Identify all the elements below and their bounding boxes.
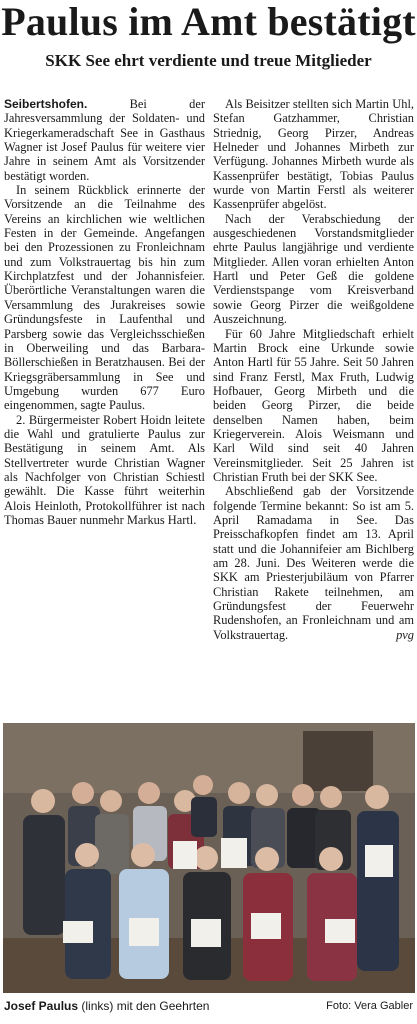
photo-credit: Foto: Vera Gabler bbox=[326, 1000, 413, 1012]
photo-caption bbox=[4, 997, 413, 1015]
article-paragraph-2: In seinem Rückblick erinnerte der Vorsitzende an die Teilnahme des Vereins an kirchlichen wie weltlichen Festen in der Gemeinde. Angefangen bei den Prozessionen zu Fronleichnam und zum Volkstrauertag bis hin zum Kirchplatzfest und der Johannisfeier. Überörtliche Veranstaltungen waren die Versammlung des Jurakreises sowie Gründungsfeste in Laufenthal und Parsberg sowie das Vergleichsschießen in Oberweiling und das Barbara-Böllerschießen in Beratzhausen. Bei der Kriegsgräbersammlung in See und Umgebung wurden 677 Euro eingenommen, sagte Paulus. bbox=[4, 183, 205, 413]
article-headline: Paulus im Amt bestätigt bbox=[1, 0, 416, 44]
paragraph-7-text: Abschließend gab der Vorsitzende folgende Termine bekannt: So ist am 5. April Ramadama in See. Das Preisschafkopfen findet am 13. April statt und die Johannifeier am Bichlberg am 28. Juni. Des Weiteren werde die SKK am Priesterjubiläum von Pfarrer Christian Rakete teilnehmen, am Gründungsfest der Feuerwehr Rudenshofen, an Fronleichnam und am Volkstrauertag. bbox=[213, 484, 414, 642]
text-column-right bbox=[213, 97, 414, 642]
author-signature: pvg bbox=[396, 627, 414, 642]
caption-name: Josef Paulus bbox=[4, 999, 79, 1013]
article-paragraph-6: Für 60 Jahre Mitgliedschaft erhielt Martin Brock eine Urkunde sowie Anton Hartl für 55 Jahre. Seit 50 Jahren sind Franz Ferstl, Max Fruth, Ludwig Hofbauer, Georg Mirbeth und die beiden Georg Pirzer, die beide denselben Namen haben, beim Kriegerverein. Alois Weismann und Karl Wild sind seit 40 Jahren Vereinsmitglieder. Seit 25 Jahren ist Christian Fruth bei der SKK See. bbox=[213, 326, 414, 484]
text-column-left bbox=[4, 97, 205, 527]
article-subheadline: SKK See ehrt verdiente und treue Mitglieder bbox=[45, 51, 372, 70]
article-paragraph-4: Als Beisitzer stellten sich Martin Uhl, Stefan Gatzhammer, Christian Striednig, Georg Pirzer, Andreas Helneder und Johannes Mirbeth zur Verfügung. Johannes Mirbeth wurde als Kassenprüfer bestätigt, Tobias Paulus wurde von Martin Ferstl als weiterer Kassenprüfer abgelöst. bbox=[213, 97, 414, 212]
article-paragraph-5: Nach der Verabschiedung der ausgeschiedenen Vorstandsmitglieder ehrte Paulus langjährige und verdiente Mitglieder. Allen voran erhielten Anton Hartl und Peter Geß die goldene Verdienstspange vom Kreisverband sowie Georg Pirzer die weißgoldene Auszeichnung. bbox=[213, 211, 414, 327]
article-paragraph-3: 2. Bürgermeister Robert Hoidn leitete die Wahl und gratulierte Paulus zur Bestätigung in seinem Amt. Als Stellvertreter wurde Christian Wagner als Nachfolger von Christian Schiestl gewählt. Die Kasse führt weiterhin Alois Heinloth, Protokollführer ist nach Thomas Bauer nunmehr Markus Hartl. bbox=[4, 412, 205, 527]
article-paragraph-1 bbox=[4, 97, 205, 183]
article-paragraph-7 bbox=[213, 484, 414, 642]
group-photo bbox=[3, 723, 415, 993]
paragraph-1-text: Bei der Jahresversammlung der Soldaten- und Kriegerkameradschaft See in Gasthaus Wagner ist Josef Paulus für weitere vier Jahre in seinem Amt als Vorsitzender bestätigt worden. bbox=[4, 97, 205, 183]
dateline: Seibertshofen. bbox=[4, 97, 88, 111]
caption-text: (links) mit den Geehrten bbox=[78, 999, 210, 1013]
